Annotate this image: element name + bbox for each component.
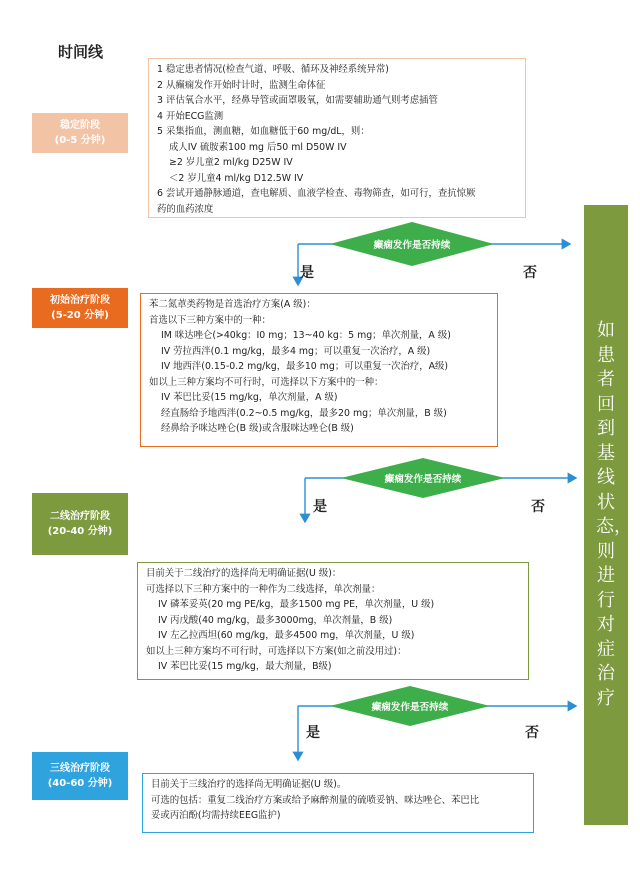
box1-line: ≥2 岁儿童2 ml/kg D25W IV — [169, 157, 293, 168]
box3-line: 可选择以下三种方案中的一种作为二线选择，单次剂量： — [146, 583, 381, 595]
box4-line: 妥或丙泊酚(均需持续EEG监护) — [151, 810, 281, 821]
box3-line: 目前关于二线治疗的选择尚无明确证据(U 级)： — [146, 568, 342, 579]
stage-second-line-time: (20-40 分钟) — [47, 526, 113, 537]
stabilization-box — [148, 58, 526, 218]
stage-third-line-name: 三线治疗阶段 — [50, 763, 110, 774]
stage-initial-therapy — [32, 288, 128, 328]
stage-stabilization — [32, 113, 128, 153]
box3-line: IV 丙戊酸(40 mg/kg，最多3000mg，单次剂量，B 级) — [158, 614, 393, 626]
decision3-label: 癫痫发作是否持续 — [371, 702, 449, 713]
stage-third-line-time: (40-60 分钟) — [47, 778, 113, 789]
box4-line: 可选的包括：重复二线治疗方案或给予麻醉剂量的硫喷妥钠、咪达唑仑、苯巴比 — [151, 794, 480, 806]
box2-line: IM 咪达唑仑(>40kg：I0 mg；13~40 kg：5 mg；单次剂量，A 级) — [161, 330, 451, 341]
stage-third-line — [32, 752, 128, 800]
box1-line: 4 开始ECG监测 — [157, 110, 224, 122]
box4-line: 目前关于三线治疗的选择尚无明确证据(U 级)。 — [151, 779, 347, 790]
box1-line: 6 尝试开通静脉通道，查电解质、血液学检查、毒物筛查，如可行，查抗惊厥 — [157, 188, 476, 199]
box1-line: ＜2 岁儿童4 ml/kg D12.5W IV — [169, 172, 304, 184]
decision3-no-label: 否 — [525, 725, 539, 741]
decision1-yes-label: 是 — [300, 265, 314, 281]
decision1-no-label: 否 — [523, 265, 537, 281]
stage-initial-therapy-name: 初始治疗阶段 — [50, 295, 110, 306]
page-title: 时间线 — [58, 43, 104, 61]
box2-line: 首选以下三种方案中的一种： — [149, 314, 271, 326]
stage-stabilization-time: (0-5 分钟) — [54, 135, 106, 146]
box2-line: 经直肠给予地西泮(0.2~0.5 mg/kg，最多20 mg；单次剂量，B 级) — [161, 407, 447, 419]
stage-stabilization-name: 稳定阶段 — [60, 120, 100, 131]
decision2-no-label: 否 — [531, 499, 545, 515]
box1-line: 1 稳定患者情况(检查气道、呼吸、循环及神经系统异常) — [157, 64, 389, 75]
box3-line: IV 磷苯妥英(20 mg PE/kg，最多1500 mg PE，单次剂量，U 级) — [158, 599, 435, 610]
decision1-label: 癫痫发作是否持续 — [373, 240, 451, 251]
initial-therapy-box — [140, 293, 498, 447]
decision3-yes-label: 是 — [306, 725, 320, 741]
box1-line: 成人IV 硫胺素100 mg 后50 ml D50W IV — [169, 141, 347, 153]
box1-line: 5 采集指血，测血糖，如血糖低于60 mg/dL，则： — [157, 126, 370, 137]
box1-line: 药的血药浓度 — [157, 203, 214, 215]
box3-line: IV 苯巴比妥(15 mg/kg，最大剂量，B级) — [158, 661, 332, 672]
box2-line: IV 地西泮(0.15-0.2 mg/kg，最多10 mg；可以重复一次治疗，A级) — [161, 361, 449, 372]
box3-line: 如以上三种方案均不可行时，可选择以下方案(如之前没用过)： — [146, 645, 407, 657]
stage-second-line — [32, 493, 128, 555]
baseline-side-panel — [584, 205, 632, 825]
box2-line: IV 劳拉西泮(0.1 mg/kg，最多4 mg；可以重复一次治疗，A 级) — [161, 345, 431, 357]
second-line-box — [137, 562, 529, 680]
stage-second-line-name: 二线治疗阶段 — [50, 511, 110, 522]
third-line-box — [142, 773, 534, 833]
decision2-label: 癫痫发作是否持续 — [384, 474, 462, 485]
box3-line: IV 左乙拉西坦(60 mg/kg，最多4500 mg，单次剂量，U 级) — [158, 630, 415, 641]
box1-line: 3 评估氧合水平，经鼻导管或面罩吸氧，如需要辅助通气则考虑插管 — [157, 95, 438, 106]
decision2-yes-label: 是 — [313, 499, 327, 515]
box2-line: 如以上三种方案均不可行时，可选择以下方案中的一种： — [149, 376, 384, 388]
box2-line: 经鼻给予咪达唑仑(B 级)或含服咪达唑仑(B 级) — [161, 423, 354, 434]
box2-line: IV 苯巴比妥(15 mg/kg，单次剂量，A 级) — [161, 392, 338, 403]
box2-line: 苯二氮䓬类药物是首选治疗方案(A 级)： — [149, 299, 316, 310]
box1-line: 2 从癫痫发作开始时计时，监测生命体征 — [157, 79, 326, 91]
baseline-side-text: 如患者回到基线状态，则进行对症治疗 — [596, 320, 632, 709]
stage-initial-therapy-time: (5-20 分钟) — [51, 310, 109, 321]
